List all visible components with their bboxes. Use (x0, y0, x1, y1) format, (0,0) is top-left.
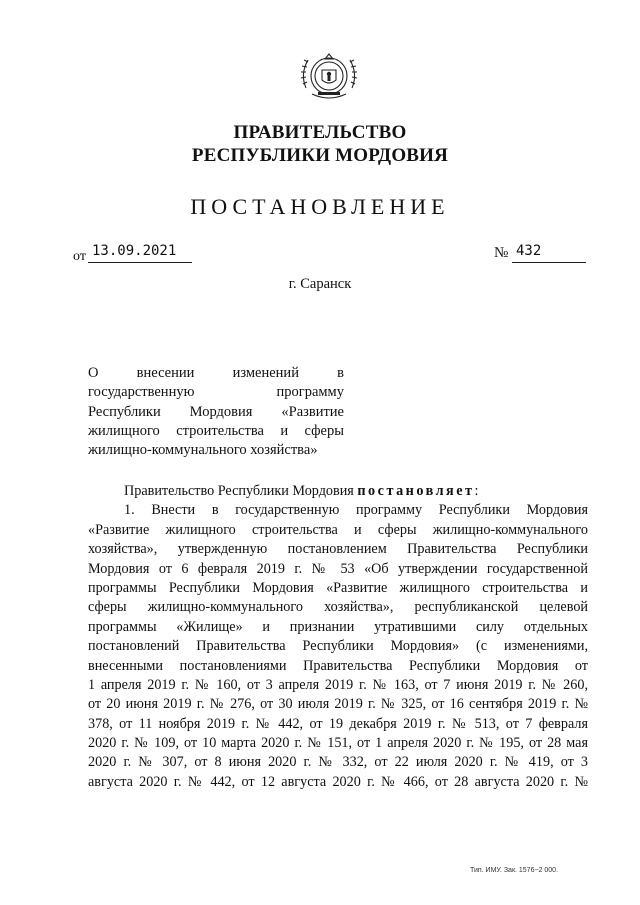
document-subject (88, 364, 344, 460)
intro-text: Правительство Республики Мордовия (124, 483, 358, 499)
body-line: 1 апреля 2019 г. № 160, от 3 апреля 2019 г. № 163, от 7 июня 2019 г. № 260, (88, 676, 588, 693)
body-line: постановлений Правительства Республики Мордовия» (с изменениями, (88, 638, 588, 655)
document-date: 13.09.2021 (88, 243, 192, 263)
body-line: августа 2020 г. № 442, от 12 августа 2020 г. № 466, от 28 августа 2020 г. № (88, 773, 588, 790)
subject-line: Республики Мордовия «Развитие (88, 403, 344, 420)
body-intro (88, 482, 588, 501)
body-line: 2020 г. № 109, от 10 марта 2020 г. № 151, от 1 апреля 2020 г. № 195, от 28 мая (88, 735, 588, 752)
document-number: 432 (512, 243, 586, 263)
body-line: «Развитие жилищного строительства и сферы жилищно-коммунального (88, 521, 588, 538)
subject-line: жилищно-коммунального хозяйства» (88, 442, 318, 459)
body-line: 1. Внести в государственную программу Республики Мордовия (124, 502, 588, 519)
intro-decision-word: постановляет (357, 483, 475, 499)
number-prefix: № (494, 245, 509, 261)
document-type: ПОСТАНОВЛЕНИЕ (190, 194, 450, 219)
body-line: внесенными постановлениями Правительства Республики Мордовия от (88, 657, 588, 674)
subject-line: жилищного строительства и сферы (88, 422, 344, 439)
body-line: хозяйства», утвержденную постановлением Правительства Республики (88, 541, 588, 558)
body-line: программы Республики Мордовия «Развитие жилищного строительства и (88, 579, 588, 596)
print-info: Тип. ИМУ. Зак. 1576−2 000. (470, 867, 559, 874)
body-line: от 20 июня 2019 г. № 276, от 30 июля 2019 г. № 325, от 16 сентября 2019 г. № (88, 696, 588, 713)
date-prefix: от (73, 249, 86, 264)
subject-line: государственную программу (88, 384, 344, 401)
document-body (88, 482, 588, 792)
coat-of-arms-icon (298, 48, 360, 104)
body-line: 378, от 11 ноября 2019 г. № 442, от 19 декабря 2019 г. № 513, от 7 февраля (88, 715, 588, 732)
subject-line: О внесении изменений в (88, 365, 344, 381)
body-line: Мордовия от 6 февраля 2019 г. № 53 «Об утверждении государственной (88, 560, 588, 577)
body-line: сферы жилищно-коммунального хозяйства», республиканской целевой (88, 599, 588, 616)
intro-colon: : (474, 483, 479, 499)
body-line: 2020 г. № 307, от 8 июня 2020 г. № 332, от 22 июля 2020 г. № 419, от 3 (88, 754, 588, 771)
body-line: программы «Жилище» и признании утратившими силу отдельных (88, 618, 588, 635)
government-subtitle: РЕСПУБЛИКИ МОРДОВИЯ (191, 145, 449, 166)
city: г. Саранск (288, 276, 352, 292)
government-title: ПРАВИТЕЛЬСТВО (233, 122, 407, 143)
